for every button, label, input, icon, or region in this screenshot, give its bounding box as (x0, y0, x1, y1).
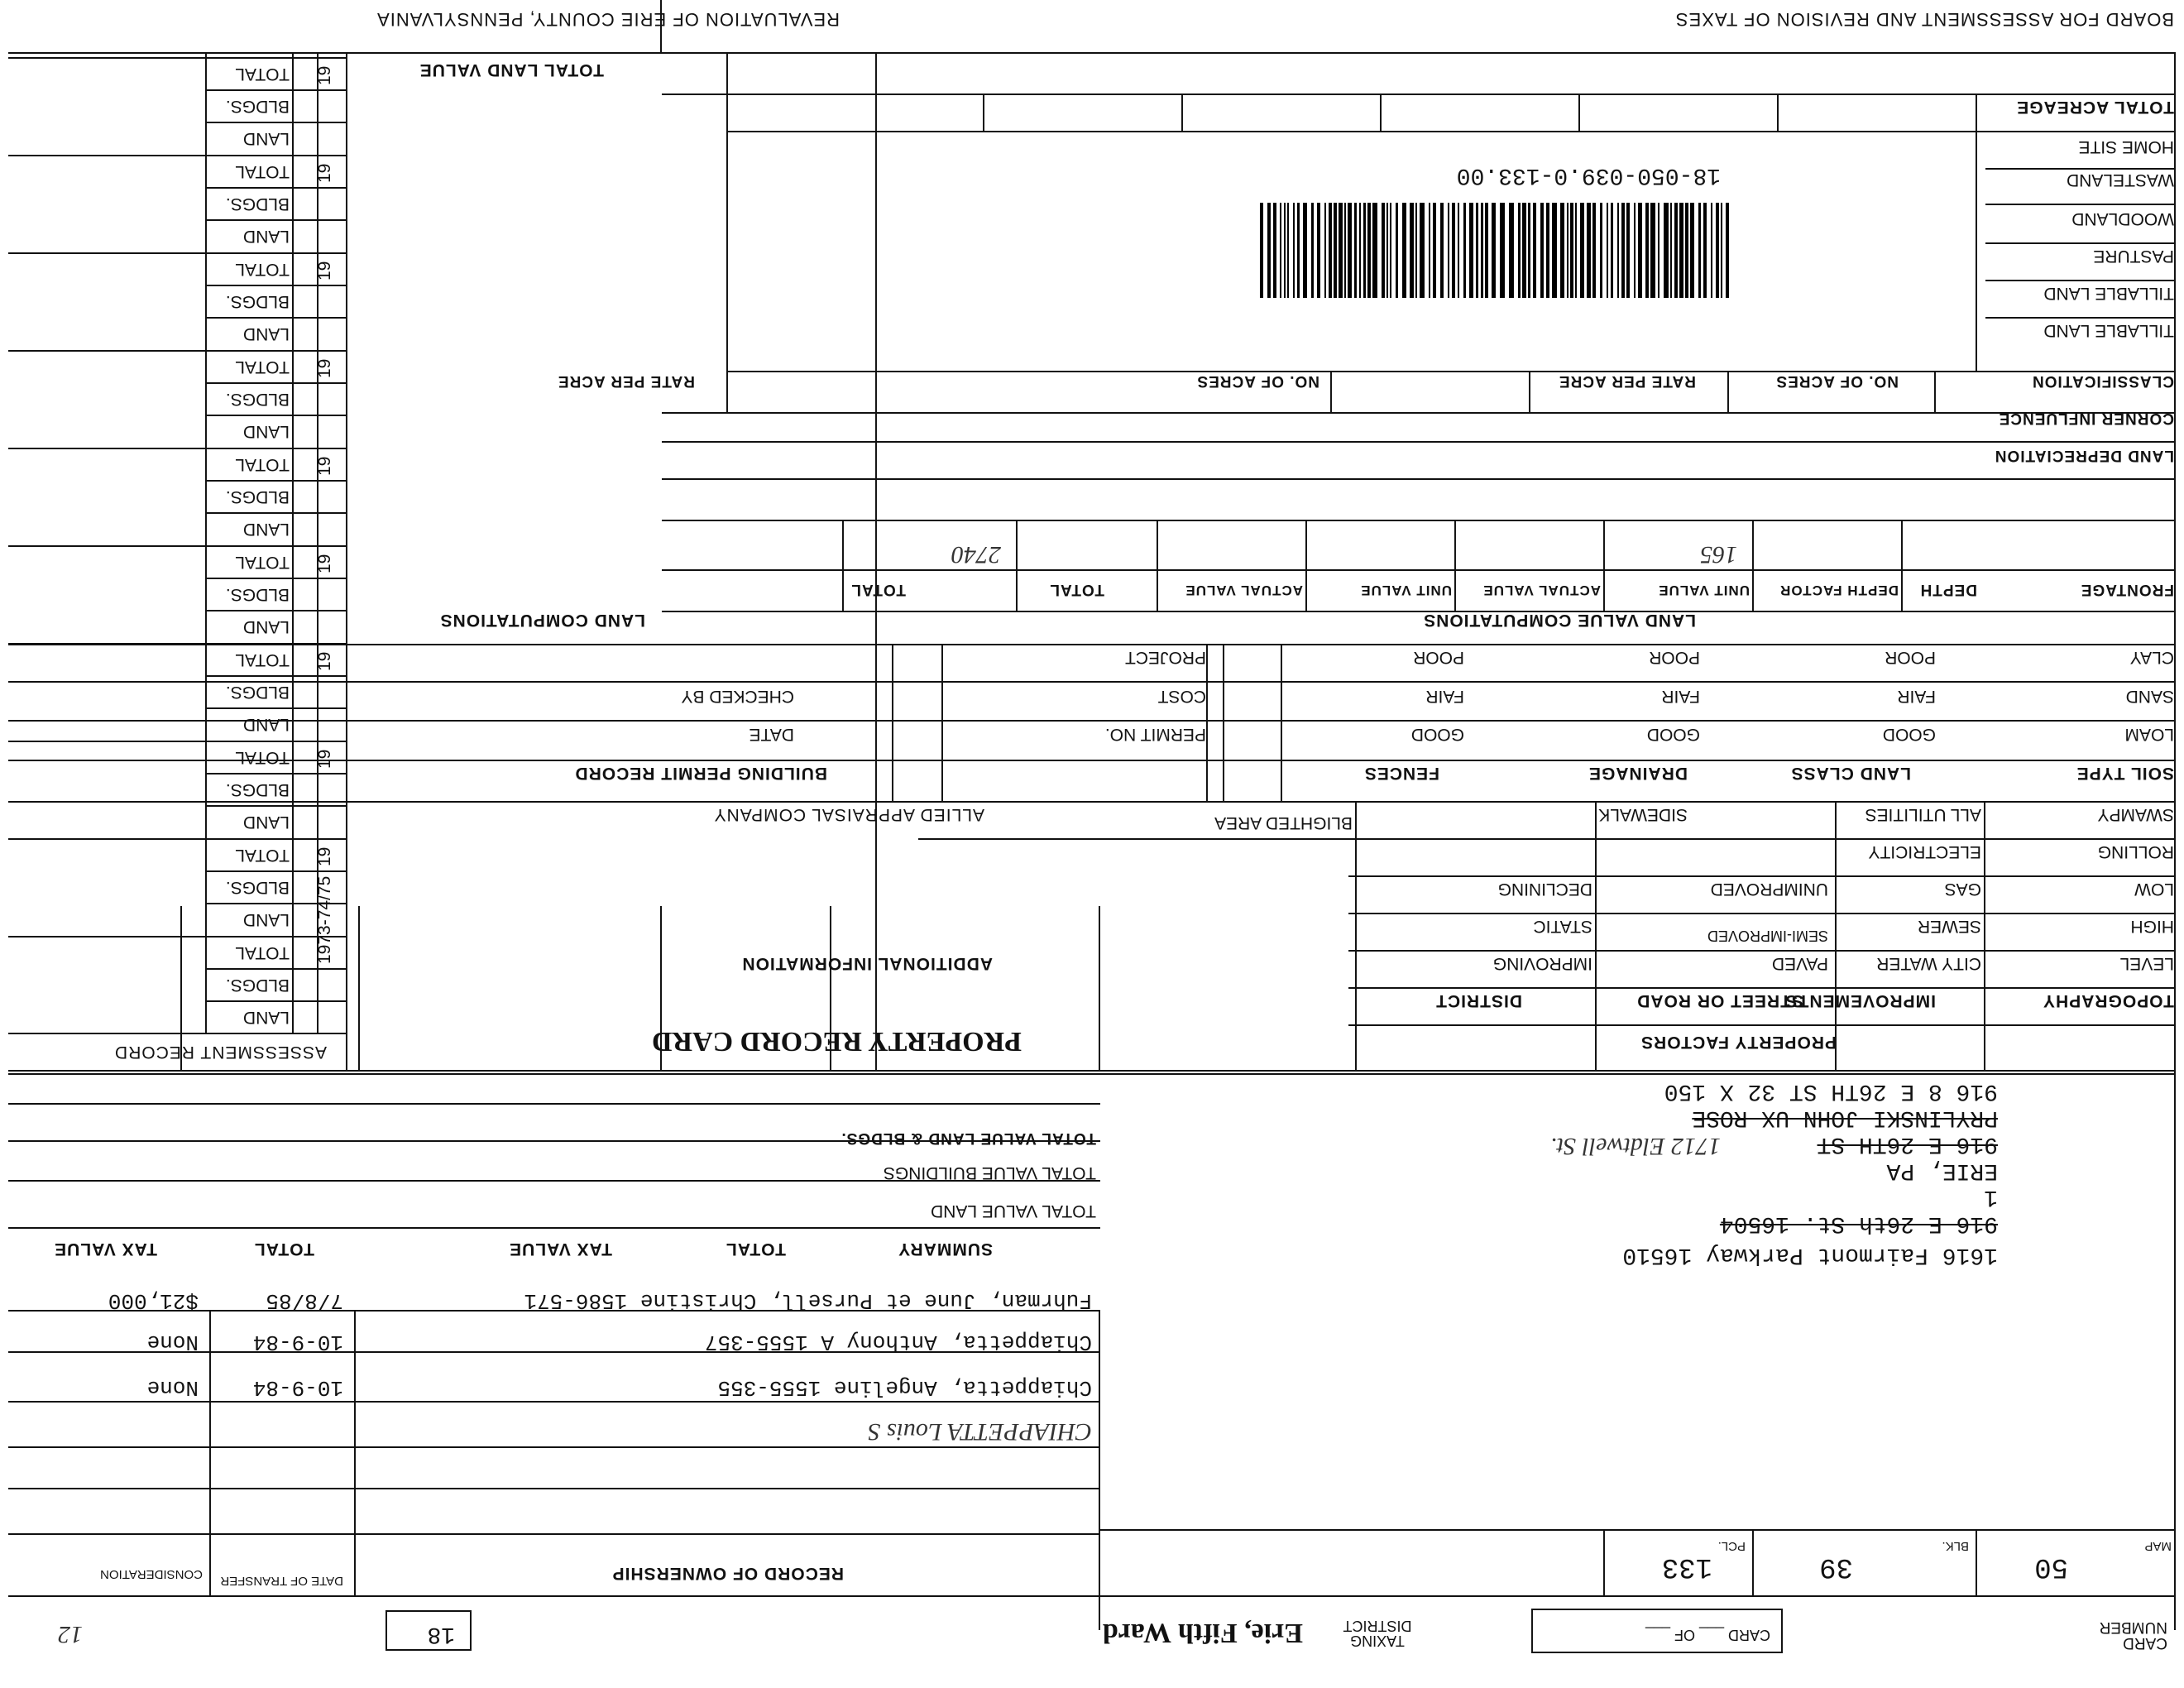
barcode-bar (1607, 203, 1608, 298)
improving-label: IMPROVING (1492, 954, 1592, 973)
fences-good: GOOD (1410, 725, 1464, 744)
barcode-bar (1433, 203, 1436, 298)
barcode-bar (1634, 203, 1636, 298)
total-land-value-label: TOTAL LAND VALUE (419, 60, 604, 79)
owner-city: ERIE, PA (1886, 1158, 1998, 1183)
taxing-district-label: TAXING DISTRICT (1343, 1618, 1412, 1649)
map-label: MAP (2144, 1539, 2172, 1553)
parcel-barcode (1249, 203, 1729, 298)
barcode-bar (1485, 203, 1488, 298)
assessment-land-label: LAND (242, 324, 290, 343)
assessment-bldgs-label: BLDGS. (225, 194, 290, 213)
barcode-bar (1546, 203, 1549, 298)
barcode-bar (1570, 203, 1573, 298)
owner-street-old: 916 E 26TH ST (1817, 1131, 1998, 1157)
blk-label: BLK. (1942, 1539, 1969, 1553)
woodland-label: WOODLAND (2071, 209, 2174, 228)
barcode-bar (1670, 203, 1672, 298)
barcode-bar (1297, 203, 1300, 298)
assessment-record-title: ASSESSMENT RECORD (114, 1043, 327, 1062)
barcode-bar (1402, 203, 1406, 298)
barcode-bar (1617, 203, 1619, 298)
summary-tax-value-header-2: TAX VALUE (54, 1240, 157, 1259)
total-header-2: TOTAL (850, 581, 906, 598)
barcode-bar (1287, 203, 1289, 298)
ownership-consideration: $21,000 (108, 1288, 199, 1313)
assessment-land-label: LAND (242, 910, 290, 929)
land-computations-title: LAND COMPUTATIONS (439, 611, 645, 630)
allied-appraisal-company: ALLIED APPRAISAL COMPANY (713, 805, 984, 824)
ownership-owner: Chiappetta, Anthony A 1555-357 (704, 1330, 1092, 1355)
land-value-computations-title: LAND VALUE COMPUTATIONS (1423, 611, 1696, 630)
assessment-land-label: LAND (242, 1008, 290, 1027)
land-class-header: LAND CLASS (1790, 764, 1911, 783)
assessment-land-label: LAND (242, 617, 290, 636)
topography-header: TOPOGRAPHY (2043, 991, 2174, 1010)
summary-total-header: TOTAL (725, 1240, 786, 1259)
drainage-poor: POOR (1649, 648, 1700, 667)
assessment-year-prefix: 19 (315, 846, 334, 866)
barcode-bar (1638, 203, 1642, 298)
blk-value: 39 (1819, 1551, 1853, 1582)
barcode-bar (1711, 203, 1712, 298)
barcode-bar (1492, 203, 1496, 298)
assessment-year-prefix: 19 (315, 65, 334, 85)
high-label: HIGH (2130, 917, 2174, 936)
barcode-bar (1396, 203, 1398, 298)
barcode-bar (1560, 203, 1564, 298)
level-label: LEVEL (2119, 954, 2174, 973)
barcode-bar (1567, 203, 1569, 298)
additional-information-title: ADDITIONAL INFORMATION (741, 954, 993, 973)
drainage-fair: FAIR (1661, 687, 1700, 706)
barcode-bar (1303, 203, 1307, 298)
rate-per-acre-label: RATE PER ACRE (1558, 372, 1696, 390)
assessment-year-prefix: 19 (315, 651, 334, 671)
barcode-bar (1690, 203, 1694, 298)
owner-address-old: 916 E 26th St. 16504 (1719, 1211, 1998, 1236)
barcode-bar (1284, 203, 1286, 298)
barcode-bar (1518, 203, 1521, 298)
barcode-bar (1540, 203, 1544, 298)
assessment-total-label: TOTAL (235, 748, 290, 767)
barcode-bar (1575, 203, 1577, 298)
barcode-bar (1260, 203, 1263, 298)
record-of-ownership-title: RECORD OF OWNERSHIP (611, 1564, 844, 1583)
drainage-header: DRAINAGE (1588, 764, 1688, 783)
total-header: TOTAL (1049, 581, 1104, 598)
barcode-bar (1458, 203, 1459, 298)
assessment-land-label: LAND (242, 715, 290, 734)
ward-code: 18 (427, 1621, 455, 1647)
ward-name: Erie, Fifth Ward (1102, 1618, 1303, 1648)
owner-name-old: PRYLINSKI JOHN UX ROSE (1692, 1105, 1998, 1130)
actual-value-header: ACTUAL VALUE (1482, 583, 1601, 598)
corner-influence-label: CORNER INFLUENCE (1998, 410, 2174, 427)
project-label: PROJECT (1124, 648, 1206, 667)
barcode-bar (1359, 203, 1361, 298)
barcode-bar (1410, 203, 1414, 298)
barcode-bar (1280, 203, 1281, 298)
assessment-year-prefix: 1973-74/75 (315, 875, 334, 964)
actual-value-header-2: ACTUAL VALUE (1185, 583, 1303, 598)
pcl-value: 133 (1661, 1551, 1712, 1582)
sewer-label: SEWER (1917, 917, 1981, 936)
classification-label: CLASSIFICATION (2032, 372, 2174, 390)
loam-label: LOAM (2124, 725, 2174, 744)
barcode-bar (1685, 203, 1688, 298)
summary-tax-value-header: TAX VALUE (509, 1240, 612, 1259)
fences-header: FENCES (1363, 764, 1439, 783)
owner-street-handwritten: 1712 Eldtwell St. (1550, 1133, 1721, 1160)
barcode-bar (1367, 203, 1371, 298)
consideration-header: CONSIDERATION (100, 1567, 203, 1581)
barcode-bar (1522, 203, 1526, 298)
summary-header: SUMMARY (898, 1240, 993, 1259)
assessment-year-prefix: 19 (315, 554, 334, 573)
barcode-bar (1273, 203, 1276, 298)
barcode-bar (1334, 203, 1337, 298)
barcode-bar (1293, 203, 1295, 298)
swampy-label: SWAMPY (2097, 805, 2174, 824)
card-number-label: CARD NUMBER (2099, 1618, 2167, 1652)
barcode-bar (1626, 203, 1630, 298)
barcode-bar (1621, 203, 1625, 298)
fences-poor: POOR (1413, 648, 1464, 667)
barcode-bar (1372, 203, 1377, 298)
barcode-bar (1674, 203, 1678, 298)
barcode-bar (1420, 203, 1425, 298)
assessment-bldgs-label: BLDGS. (225, 976, 290, 995)
soil-type-header: SOIL TYPE (2076, 764, 2174, 783)
barcode-bar (1679, 203, 1684, 298)
barcode-bar (1317, 203, 1320, 298)
header-board: BOARD FOR ASSESSMENT AND REVISION OF TAXES (1674, 9, 2174, 30)
barcode-bar (1339, 203, 1343, 298)
barcode-bar (1476, 203, 1478, 298)
corner-handwritten-mark: 12 (58, 1621, 83, 1648)
ownership-consideration: None (146, 1330, 199, 1355)
blighted-area-label: BLIGHTED AREA (1214, 813, 1353, 832)
parcel-description: 916 8 E 26TH ST 32 X 150 (1664, 1078, 1998, 1104)
summary-total-value-buildings: TOTAL VALUE BUILDINGS (883, 1163, 1096, 1182)
barcode-bar (1580, 203, 1584, 298)
barcode-bar (1344, 203, 1346, 298)
drainage-good: GOOD (1646, 725, 1700, 744)
barcode-bar (1698, 203, 1701, 298)
assessment-bldgs-label: BLDGS. (225, 292, 290, 311)
assessment-year-prefix: 19 (315, 163, 334, 183)
barcode-bar (1650, 203, 1655, 298)
barcode-bar (1658, 203, 1660, 298)
barcode-bar (1528, 203, 1530, 298)
assessment-land-label: LAND (242, 129, 290, 148)
declining-label: DECLINING (1497, 880, 1592, 899)
assessment-total-label: TOTAL (235, 260, 290, 279)
assessment-land-label: LAND (242, 422, 290, 441)
barcode-bar (1611, 203, 1613, 298)
assessment-land-label: LAND (242, 520, 290, 539)
home-site-label: HOME SITE (2078, 137, 2174, 156)
barcode-bar (1324, 203, 1326, 298)
barcode-bar (1387, 203, 1388, 298)
semi-improved-label: SEMI-IMPROVED (1707, 928, 1828, 944)
cost-label: COST (1157, 687, 1206, 706)
gas-label: GAS (1944, 880, 1981, 899)
barcode-bar (1721, 203, 1722, 298)
street-or-road-header: STREET OR ROAD (1636, 991, 1803, 1010)
summary-total-value-land: TOTAL VALUE LAND (931, 1201, 1096, 1220)
electricity-label: ELECTRICITY (1868, 842, 1981, 861)
assessment-bldgs-label: BLDGS. (225, 585, 290, 604)
barcode-bar (1390, 203, 1391, 298)
summary-total-header-2: TOTAL (253, 1240, 314, 1259)
assessment-bldgs-label: BLDGS. (225, 97, 290, 116)
assessment-bldgs-label: BLDGS. (225, 780, 290, 799)
ownership-transfer-date: 7/8/85 (266, 1288, 343, 1313)
barcode-bar (1452, 203, 1455, 298)
sidewalk-label: SIDEWALK (1598, 805, 1688, 824)
district-header: DISTRICT (1435, 991, 1522, 1010)
barcode-bar (1592, 203, 1596, 298)
barcode-bar (1329, 203, 1332, 298)
barcode-bar (1703, 203, 1707, 298)
static-label: STATIC (1533, 917, 1592, 936)
ownership-transfer-date: 10-9-84 (252, 1375, 343, 1400)
barcode-bar (1509, 203, 1514, 298)
assessment-total-label: TOTAL (235, 357, 290, 376)
barcode-bar (1267, 203, 1271, 298)
assessment-year-prefix: 19 (315, 456, 334, 476)
low-label: LOW (2134, 880, 2174, 899)
barcode-bar (1415, 203, 1417, 298)
assessment-year-prefix: 19 (315, 261, 334, 281)
rolling-label: ROLLING (2097, 842, 2174, 861)
map-value: 50 (2034, 1551, 2068, 1582)
checked-by-label: CHECKED BY (681, 687, 794, 706)
tillable-land-label-2: TILLABLE LAND (2043, 321, 2174, 340)
ownership-owner: Fuhrman, June et Pursell, Christine 1586-571 (524, 1288, 1092, 1313)
assessment-total-label: TOTAL (235, 650, 290, 669)
ownership-owner: CHIAPPETTA Louis S (868, 1418, 1092, 1446)
card-of-label: CARD ___ OF ___ (1645, 1627, 1770, 1643)
barcode-bar (1645, 203, 1649, 298)
tillable-land-label: TILLABLE LAND (2043, 284, 2174, 303)
assessment-total-label: TOTAL (235, 455, 290, 474)
barcode-bar (1500, 203, 1505, 298)
handwritten-depth-factor: 165 (1700, 541, 1737, 568)
assessment-land-label: LAND (242, 227, 290, 246)
paved-label: PAVED (1771, 954, 1828, 973)
assessment-total-label: TOTAL (235, 553, 290, 572)
barcode-bar (1587, 203, 1591, 298)
summary-total-value-land-bldgs: TOTAL VALUE LAND & BLDGS. (841, 1129, 1096, 1147)
property-record-card-title: PROPERTY RECORD CARD (651, 1026, 1022, 1057)
barcode-bar (1311, 203, 1314, 298)
clay-label: CLAY (2129, 648, 2174, 667)
sand-label: SAND (2125, 687, 2174, 706)
assessment-total-label: TOTAL (235, 846, 290, 865)
all-utilities-label: ALL UTILITIES (1865, 805, 1981, 824)
ownership-consideration: None (146, 1375, 199, 1400)
owner-line-unit: 1 (1984, 1184, 1998, 1210)
land-class-fair: FAIR (1897, 687, 1936, 706)
assessment-bldgs-label: BLDGS. (225, 878, 290, 897)
rate-per-acre-label-2: RATE PER ACRE (557, 372, 695, 390)
assessment-total-label: TOTAL (235, 162, 290, 181)
permit-no-label: PERMIT NO. (1104, 725, 1206, 744)
pcl-label: PCL. (1717, 1539, 1746, 1553)
barcode-bar (1463, 203, 1466, 298)
barcode-bar (1348, 203, 1352, 298)
handwritten-total: 2740 (951, 541, 1001, 568)
land-class-good: GOOD (1882, 725, 1936, 744)
barcode-bar (1664, 203, 1669, 298)
unit-value-header-2: UNIT VALUE (1360, 583, 1452, 598)
barcode-bar (1382, 203, 1385, 298)
assessment-total-label: TOTAL (235, 65, 290, 84)
fences-fair: FAIR (1425, 687, 1464, 706)
building-permit-title: BUILDING PERMIT RECORD (574, 764, 827, 783)
pasture-label: PASTURE (2093, 247, 2174, 266)
parcel-number: 18-050-039.0-133.00 (1456, 162, 1721, 188)
property-factors-title: PROPERTY FACTORS (1640, 1033, 1837, 1052)
barcode-bar (1533, 203, 1536, 298)
depth-header: DEPTH (1919, 581, 1977, 598)
frontage-header: FRONTAGE (2080, 581, 2174, 598)
city-water-label: CITY WATER (1876, 954, 1981, 973)
barcode-bar (1469, 203, 1473, 298)
header-revaluation: REVALUATION OF ERIE COUNTY, PENNSYLVANIA (376, 9, 840, 30)
barcode-bar (1354, 203, 1357, 298)
ownership-owner: Chiappetta, Angeline 1555-355 (717, 1375, 1092, 1400)
barcode-bar (1363, 203, 1366, 298)
no-of-acres-label: NO. OF ACRES (1775, 372, 1899, 390)
barcode-bar (1429, 203, 1430, 298)
no-of-acres-label-2: NO. OF ACRES (1196, 372, 1320, 390)
wasteland-label: WASTELAND (2067, 170, 2174, 189)
assessment-year-prefix: 19 (315, 749, 334, 769)
unit-value-header: UNIT VALUE (1658, 583, 1750, 598)
assessment-bldgs-label: BLDGS. (225, 390, 290, 409)
date-of-transfer-header: DATE OF TRANSFER (220, 1574, 343, 1588)
assessment-bldgs-label: BLDGS. (225, 487, 290, 506)
total-acreage-label: TOTAL ACREAGE (2016, 98, 2174, 117)
assessment-total-label: TOTAL (235, 943, 290, 962)
barcode-bar (1716, 203, 1719, 298)
ownership-transfer-date: 10-9-84 (252, 1330, 343, 1355)
assessment-land-label: LAND (242, 813, 290, 832)
barcode-bar (1552, 203, 1557, 298)
unimproved-label: UNIMPROVED (1710, 880, 1828, 899)
barcode-bar (1448, 203, 1449, 298)
barcode-bar (1600, 203, 1602, 298)
barcode-bar (1481, 203, 1483, 298)
assessment-year-prefix: 19 (315, 358, 334, 378)
depth-factor-header: DEPTH FACTOR (1779, 583, 1899, 598)
land-class-poor: POOR (1885, 648, 1936, 667)
barcode-bar (1440, 203, 1444, 298)
assessment-bldgs-label: BLDGS. (225, 683, 290, 702)
owner-address-new: 1616 Fairmont Parkway 16510 (1622, 1242, 1998, 1268)
improvements-header: IMPROVEMENTS (1784, 991, 1936, 1010)
date-label: DATE (749, 725, 794, 744)
land-depreciation-label: LAND DEPRECIATION (1994, 447, 2174, 464)
barcode-bar (1726, 203, 1729, 298)
